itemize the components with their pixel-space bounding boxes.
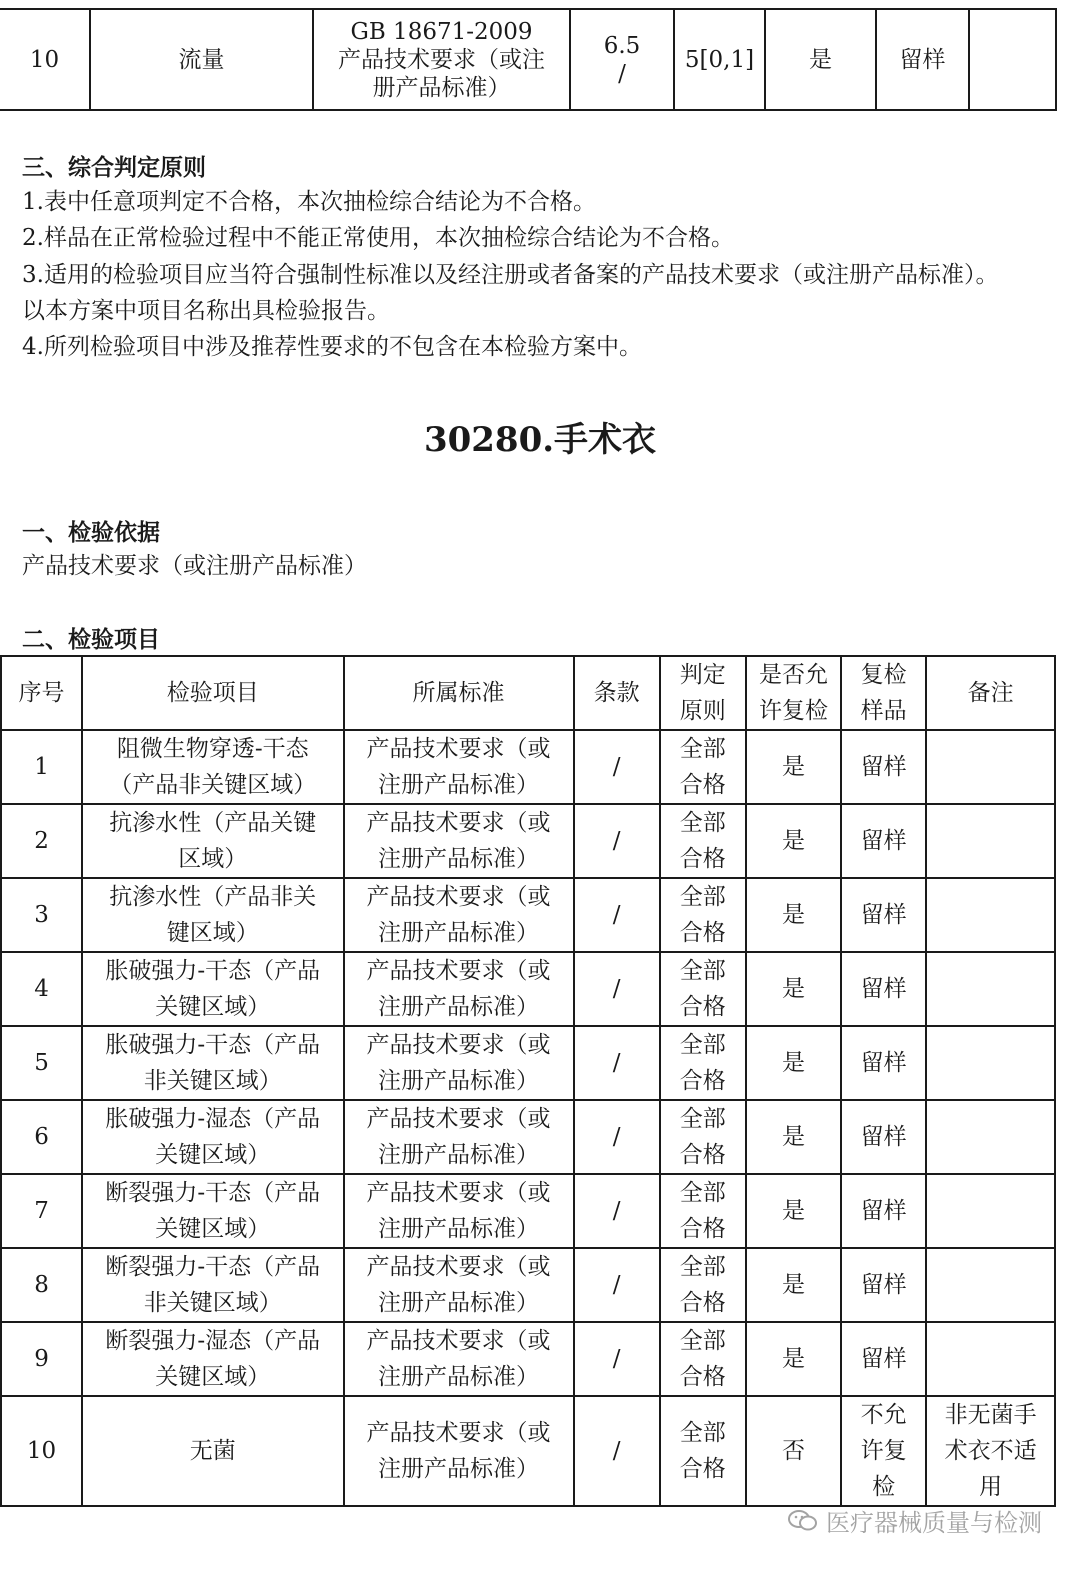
header-judgement: 判定 原则: [660, 656, 746, 730]
cell-judgement: 全部 合格: [660, 804, 746, 878]
cell-recheck-sample: 留样: [841, 1026, 926, 1100]
cell-remarks: [926, 1174, 1055, 1248]
cell-recheck-allowed: 是: [746, 1026, 841, 1100]
header-remarks: 备注: [926, 656, 1055, 730]
document-title: 30280.手术衣: [423, 420, 657, 460]
header-item: 检验项目: [82, 656, 343, 730]
cell-judgement: 全部 合格: [660, 1100, 746, 1174]
cell-recheck-sample: 留样: [841, 804, 926, 878]
cell-recheck-sample: 留样: [841, 878, 926, 952]
cell-standard: 产品技术要求（或 注册产品标准）: [344, 878, 574, 952]
cell-recheck-allowed: 是: [746, 1100, 841, 1174]
cell-item: 无菌: [82, 1396, 343, 1506]
cell-recheck-allowed: 是: [746, 878, 841, 952]
cell-seq: 9: [1, 1322, 82, 1396]
header-recheck-sample: 复检 样品: [841, 656, 926, 730]
cell-seq: 4: [1, 952, 82, 1026]
cell-recheck-allowed: 是: [746, 952, 841, 1026]
cell-recheck-sample: 留样: [876, 9, 969, 110]
cell-recheck-allowed: 是: [746, 1174, 841, 1248]
cell-item: 流量: [90, 9, 313, 110]
paragraph-line: 4.所列检验项目中涉及推荐性要求的不包含在本检验方案中。: [22, 334, 642, 360]
section-heading-judgement: 三、综合判定原则: [22, 155, 206, 181]
cell-clause: /: [574, 878, 660, 952]
cell-standard: 产品技术要求（或 注册产品标准）: [344, 1174, 574, 1248]
cell-remarks: [926, 952, 1055, 1026]
cell-remarks: [926, 804, 1055, 878]
cell-item: 胀破强力-湿态（产品 关键区域）: [82, 1100, 343, 1174]
table-row: [1, 878, 1055, 952]
cell-remarks: [926, 878, 1055, 952]
cell-item: 断裂强力-干态（产品 非关键区域）: [82, 1248, 343, 1322]
cell-judgement: 全部 合格: [660, 952, 746, 1026]
cell-standard: 产品技术要求（或 注册产品标准）: [344, 1100, 574, 1174]
cell-recheck-allowed: 是: [746, 730, 841, 804]
cell-remarks: 非无菌手 术衣不适 用: [926, 1396, 1055, 1506]
cell-judgement: 全部 合格: [660, 1174, 746, 1248]
cell-recheck-allowed: 是: [765, 9, 876, 110]
cell-seq: 1: [1, 730, 82, 804]
cell-item: 断裂强力-湿态（产品 关键区域）: [82, 1322, 343, 1396]
cell-recheck-sample: 留样: [841, 1248, 926, 1322]
wechat-icon: [788, 1509, 818, 1533]
cell-recheck-allowed: 是: [746, 804, 841, 878]
cell-seq: 5: [1, 1026, 82, 1100]
cell-recheck-allowed: 否: [746, 1396, 841, 1506]
cell-recheck-sample: 留样: [841, 952, 926, 1026]
paragraph-line: 3.适用的检验项目应当符合强制性标准以及经注册或者备案的产品技术要求（或注册产品标准）。: [22, 262, 999, 288]
cell-seq: 2: [1, 804, 82, 878]
table-row: [1, 1396, 1055, 1506]
cell-judgement: 全部 合格: [660, 1322, 746, 1396]
cell-clause: /: [574, 1026, 660, 1100]
table-row: [1, 1100, 1055, 1174]
cell-item: 胀破强力-干态（产品 非关键区域）: [82, 1026, 343, 1100]
cell-clause: /: [574, 1174, 660, 1248]
cell-standard: 产品技术要求（或 注册产品标准）: [344, 730, 574, 804]
paragraph-line: 1.表中任意项判定不合格，本次抽检综合结论为不合格。: [22, 189, 596, 215]
cell-judgement: 全部 合格: [660, 1396, 746, 1506]
cell-standard: 产品技术要求（或 注册产品标准）: [344, 952, 574, 1026]
cell-recheck-allowed: 是: [746, 1248, 841, 1322]
paragraph-line: 以本方案中项目名称出具检验报告。: [22, 298, 390, 324]
inspection-items-table: [0, 655, 1056, 1507]
table-row: [1, 1322, 1055, 1396]
cell-item: 胀破强力-干态（产品 关键区域）: [82, 952, 343, 1026]
cell-recheck-sample: 留样: [841, 1322, 926, 1396]
cell-clause: /: [574, 730, 660, 804]
cell-clause: /: [574, 1396, 660, 1506]
cell-seq: 10: [0, 9, 90, 110]
table-header-row: [1, 656, 1055, 730]
cell-standard: 产品技术要求（或 注册产品标准）: [344, 1322, 574, 1396]
table-row: [1, 1174, 1055, 1248]
cell-judgement: 全部 合格: [660, 1248, 746, 1322]
cell-clause: /: [574, 1100, 660, 1174]
watermark-text: 医疗器械质量与检测: [826, 1509, 1042, 1537]
section-heading-items: 二、检验项目: [22, 627, 160, 653]
cell-judgement: 全部 合格: [660, 1026, 746, 1100]
cell-recheck-sample: 留样: [841, 1174, 926, 1248]
header-seq: 序号: [1, 656, 82, 730]
cell-recheck-sample: 不允 许复 检: [841, 1396, 926, 1506]
cell-item: 断裂强力-干态（产品 关键区域）: [82, 1174, 343, 1248]
cell-standard: 产品技术要求（或 注册产品标准）: [344, 1396, 574, 1506]
header-clause: 条款: [574, 656, 660, 730]
cell-item: 抗渗水性（产品关键 区域）: [82, 804, 343, 878]
cell-clause: /: [574, 804, 660, 878]
cell-clause: /: [574, 952, 660, 1026]
cell-judgement: 全部 合格: [660, 730, 746, 804]
header-standard: 所属标准: [344, 656, 574, 730]
cell-standard: 产品技术要求（或 注册产品标准）: [344, 1026, 574, 1100]
table-row: [1, 730, 1055, 804]
watermark: [788, 1503, 1042, 1538]
paragraph-line: 2.样品在正常检验过程中不能正常使用，本次抽检综合结论为不合格。: [22, 225, 734, 251]
cell-remarks: [926, 1248, 1055, 1322]
cell-seq: 10: [1, 1396, 82, 1506]
cell-remarks: [926, 730, 1055, 804]
cell-recheck-sample: 留样: [841, 1100, 926, 1174]
table-row: [1, 804, 1055, 878]
cell-judgement: 5[0,1]: [674, 9, 765, 110]
cell-remarks: [926, 1100, 1055, 1174]
header-recheck-allowed: 是否允 许复检: [746, 656, 841, 730]
cell-remarks: [969, 9, 1056, 110]
cell-clause: /: [574, 1322, 660, 1396]
table-row: [0, 9, 1056, 110]
cell-seq: 8: [1, 1248, 82, 1322]
cell-standard: 产品技术要求（或 注册产品标准）: [344, 804, 574, 878]
cell-item: 抗渗水性（产品非关 键区域）: [82, 878, 343, 952]
cell-clause: 6.5 /: [570, 9, 674, 110]
cell-standard: GB 18671-2009 产品技术要求（或注 册产品标准）: [313, 9, 570, 110]
cell-seq: 6: [1, 1100, 82, 1174]
table-row: [1, 1248, 1055, 1322]
previous-table-last-row: [0, 8, 1057, 111]
cell-standard: 产品技术要求（或 注册产品标准）: [344, 1248, 574, 1322]
basis-text: 产品技术要求（或注册产品标准）: [22, 553, 367, 579]
cell-clause: /: [574, 1248, 660, 1322]
cell-remarks: [926, 1026, 1055, 1100]
cell-recheck-allowed: 是: [746, 1322, 841, 1396]
cell-seq: 7: [1, 1174, 82, 1248]
cell-remarks: [926, 1322, 1055, 1396]
cell-item: 阻微生物穿透-干态 （产品非关键区域）: [82, 730, 343, 804]
cell-seq: 3: [1, 878, 82, 952]
cell-recheck-sample: 留样: [841, 730, 926, 804]
section-heading-basis: 一、检验依据: [22, 520, 160, 546]
cell-judgement: 全部 合格: [660, 878, 746, 952]
table-row: [1, 952, 1055, 1026]
table-row: [1, 1026, 1055, 1100]
